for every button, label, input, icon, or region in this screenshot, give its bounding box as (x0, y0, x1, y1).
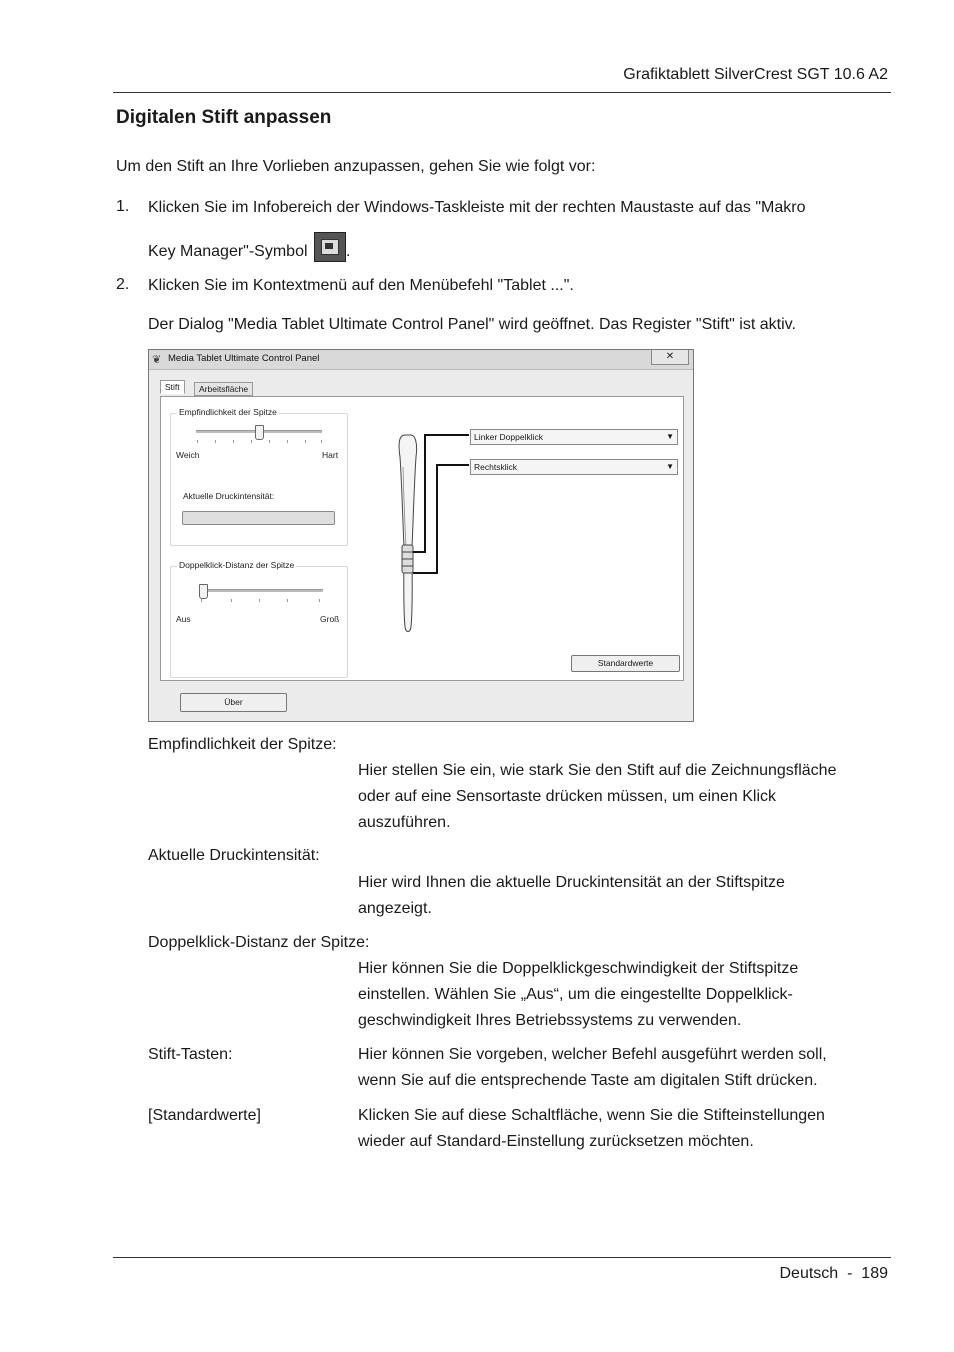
footer-rule (113, 1257, 891, 1258)
running-header: Grafiktablett SilverCrest SGT 10.6 A2 (623, 66, 888, 83)
pen-button-lower-value: Rechtsklick (474, 462, 517, 472)
tick (215, 440, 216, 443)
doubleclick-slider-thumb[interactable] (199, 584, 208, 599)
header-rule (113, 92, 891, 93)
chevron-down-icon: ▼ (666, 432, 674, 441)
tab-arbeitsflaeche[interactable]: Arbeitsfläche (194, 382, 253, 396)
app-icon: ❦ (152, 354, 162, 366)
desc-line: Hier können Sie die Doppelklickgeschwindigkeit der Stiftspitze (358, 960, 799, 977)
pen-illustration (381, 427, 471, 637)
term-pen-buttons: Stift-Tasten: (148, 1046, 233, 1063)
desc-line: Klicken Sie auf diese Schaltfläche, wenn Sie die Stifteinstellungen (358, 1107, 825, 1124)
desc-line: wieder auf Standard-Einstellung zurücksetzen möchten. (358, 1133, 754, 1150)
step-1-line-2-text: Key Manager"-Symbol (148, 243, 308, 260)
term-pressure: Aktuelle Druckintensität: (148, 847, 320, 864)
term-standardwerte: [Standardwerte] (148, 1107, 261, 1124)
tick (259, 599, 260, 602)
tick (269, 440, 270, 443)
tick (287, 599, 288, 602)
tab-stift[interactable]: Stift (160, 380, 185, 394)
desc-line: wenn Sie auf die entsprechende Taste am digitalen Stift drücken. (358, 1072, 818, 1089)
sensitivity-label: Empfindlichkeit der Spitze (179, 407, 277, 417)
pen-button-upper-value: Linker Doppelklick (474, 432, 543, 442)
section-title: Digitalen Stift anpassen (116, 107, 332, 128)
tab-panel (160, 396, 684, 681)
pen-button-upper-select[interactable] (470, 429, 678, 445)
tick (197, 440, 198, 443)
key-manager-icon (314, 232, 346, 262)
desc-line: Hier wird Ihnen die aktuelle Druckintensität an der Stiftspitze (358, 874, 785, 891)
sensitivity-slider-thumb[interactable] (255, 425, 264, 440)
desc-line: angezeigt. (358, 900, 432, 917)
desc-line: Hier können Sie vorgeben, welcher Befehl ausgeführt werden soll, (358, 1046, 827, 1063)
chevron-down-icon: ▼ (666, 462, 674, 471)
doubleclick-min-label: Aus (176, 614, 191, 624)
desc-line: oder auf eine Sensortaste drücken müssen, um einen Klick (358, 788, 777, 805)
doubleclick-label: Doppelklick-Distanz der Spitze (179, 560, 295, 570)
dialog-titlebar (149, 350, 693, 370)
page-footer: Deutsch - 189 (779, 1265, 888, 1282)
desc-line: einstellen. Wählen Sie „Aus“, um die eingestellte Doppelklick- (358, 986, 793, 1003)
step-1-number: 1. (116, 198, 130, 215)
step-1-line-2-end: . (345, 243, 351, 260)
tick (233, 440, 234, 443)
intro-text: Um den Stift an Ihre Vorlieben anzupassen, gehen Sie wie folgt vor: (116, 158, 596, 175)
doubleclick-track (199, 589, 323, 592)
desc-pressure (358, 870, 888, 922)
desc-line: auszuführen. (358, 814, 451, 831)
pressure-label: Aktuelle Druckintensität: (183, 491, 275, 501)
control-panel-dialog (148, 349, 694, 722)
standardwerte-button[interactable]: Standardwerte (571, 655, 680, 672)
dialog-note: Der Dialog "Media Tablet Ultimate Control Panel" wird geöffnet. Das Register "Stift" ist aktiv. (148, 316, 796, 333)
desc-line: Hier stellen Sie ein, wie stark Sie den Stift auf die Zeichnungsfläche (358, 762, 837, 779)
tick (287, 440, 288, 443)
term-sensitivity: Empfindlichkeit der Spitze: (148, 736, 337, 753)
tick (305, 440, 306, 443)
step-2-number: 2. (116, 276, 130, 293)
close-button[interactable]: ✕ (651, 350, 689, 365)
dialog-title: Media Tablet Ultimate Control Panel (168, 353, 320, 364)
step-1-line-2 (148, 232, 350, 262)
sensitivity-max-label: Hart (322, 450, 339, 460)
doubleclick-max-label: Groß (320, 614, 340, 624)
desc-sensitivity (358, 758, 888, 836)
about-button[interactable]: Über (180, 693, 287, 712)
pressure-bar (182, 511, 335, 525)
step-2-text: Klicken Sie im Kontextmenü auf den Menübefehl "Tablet ...". (148, 277, 574, 294)
desc-doubleclick (358, 956, 888, 1034)
tick (231, 599, 232, 602)
tick (201, 599, 202, 602)
step-1-line-1: Klicken Sie im Infobereich der Windows-Taskleiste mit der rechten Maustaste auf das "Makro (148, 199, 806, 216)
desc-pen-buttons (358, 1042, 888, 1094)
term-doubleclick: Doppelklick-Distanz der Spitze: (148, 934, 370, 951)
desc-line: geschwindigkeit Ihres Betriebssystems zu verwenden. (358, 1012, 742, 1029)
pen-button-lower-select[interactable] (470, 459, 678, 475)
sensitivity-min-label: Weich (176, 450, 200, 460)
tick (319, 599, 320, 602)
tick (251, 440, 252, 443)
tick (321, 440, 322, 443)
desc-standardwerte (358, 1103, 888, 1155)
